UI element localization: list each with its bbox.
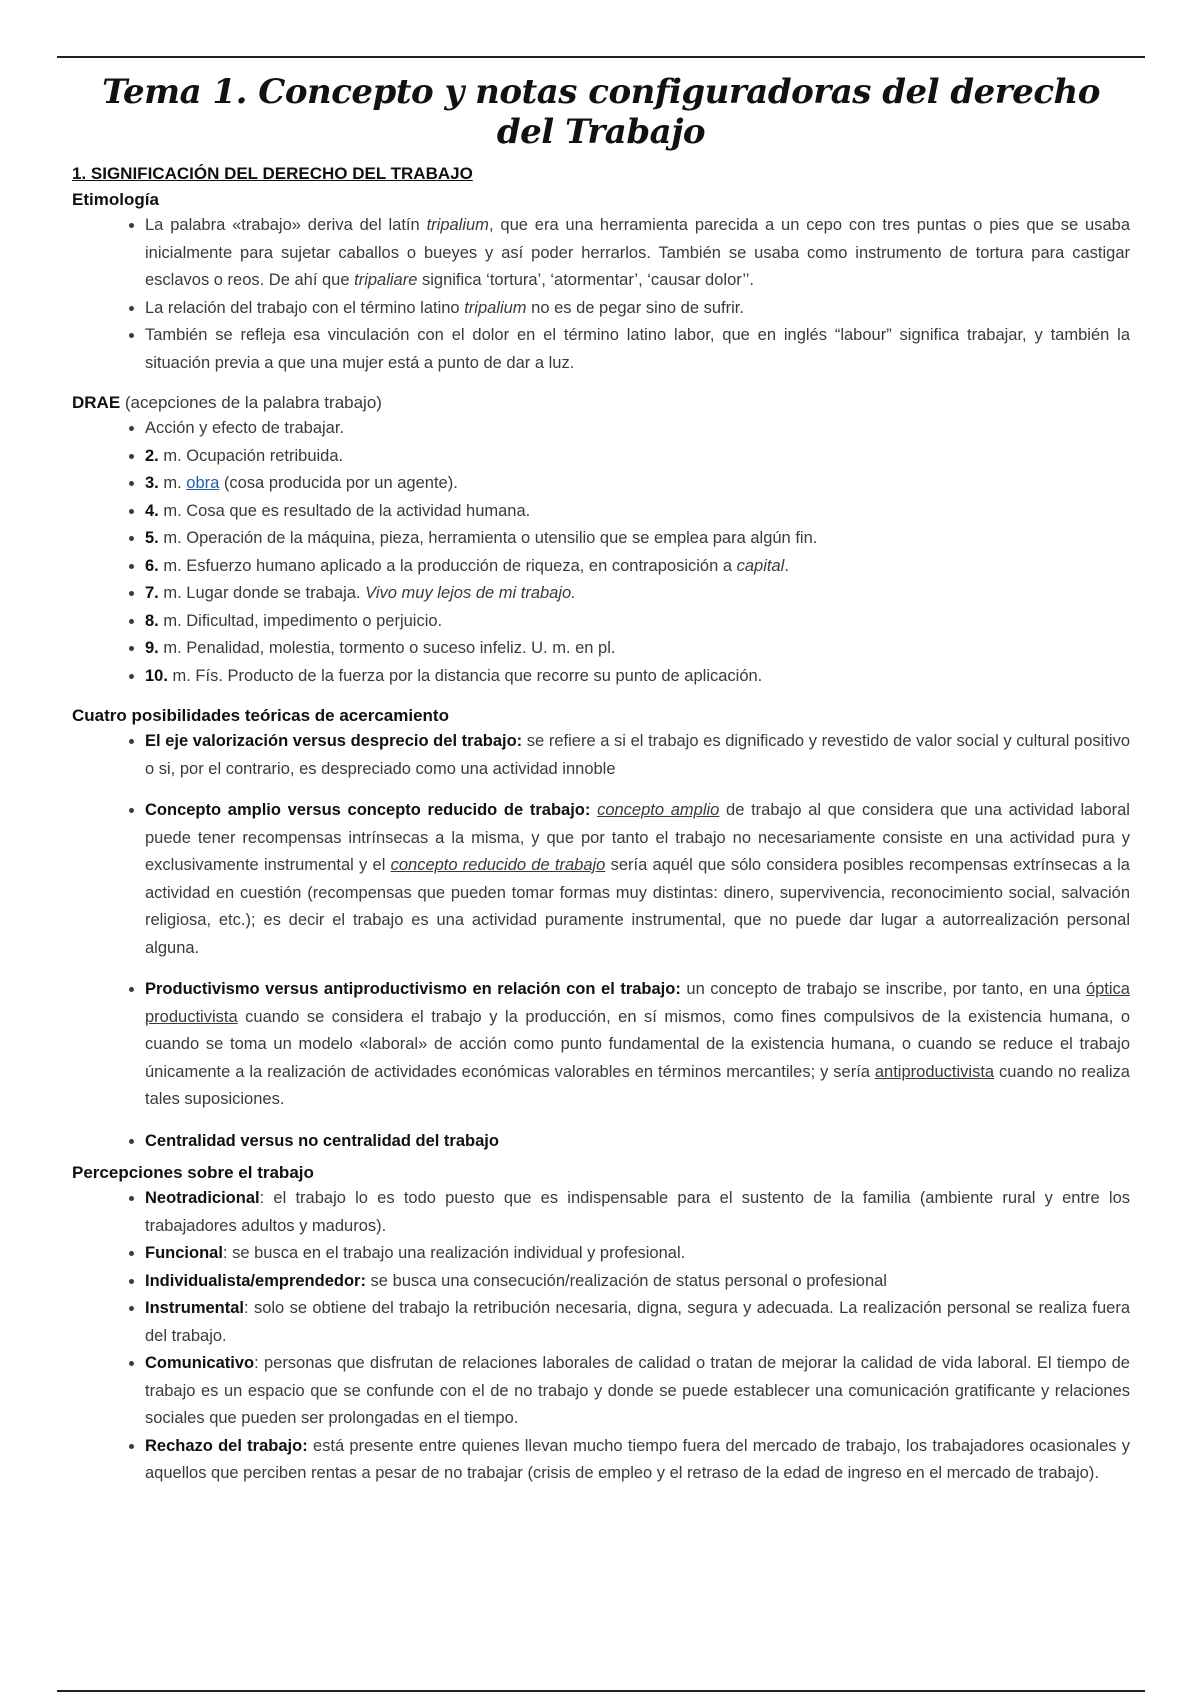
list-item: • Centralidad versus no centralidad del trabajo (145, 1128, 1130, 1156)
percepciones-list (72, 1185, 1130, 1488)
etimologia-list (72, 212, 1130, 377)
list-item: • 5. m. Operación de la máquina, pieza, herramienta o utensilio que se emplea para algún fin. (145, 525, 1130, 553)
list-item: • 3. m. obra (cosa producida por un agente). (145, 470, 1130, 498)
document-body (72, 60, 1130, 1488)
list-item: • Productivismo versus antiproductivismo en relación con el trabajo: un concepto de trabajo se inscribe, por tanto, en una óptica productivista cuando se considera el trabajo y la producción, en sí mismos, como fines compulsivos de la existencia humana, o cuando se toma un modelo «laboral» de acción como punto fundamental de la existencia humana, o cuando se reduce el trabajo únicamente a la realización de actividades económicas valorables en términos mercantiles; y sería antiproductivista cuando no realiza tales suposiciones. (145, 976, 1130, 1114)
top-rule (57, 56, 1145, 58)
section-heading: 1. SIGNIFICACIÓN DEL DERECHO DEL TRABAJO (72, 164, 473, 183)
percepciones-heading: Percepciones sobre el trabajo (72, 1163, 314, 1182)
obra-link[interactable]: obra (186, 474, 220, 492)
list-item: • 2. m. Ocupación retribuida. (145, 443, 1130, 471)
list-item: • Concepto amplio versus concepto reducido de trabajo: concepto amplio de trabajo al que considera que una actividad laboral puede tener recompensas intrínsecas a la misma, y que por tanto el trabajo no necesariamente consiste en una actividad pura y exclusivamente instrumental y el concepto reducido de trabajo sería aquél que sólo considera posibles recompensas extrínsecas a la actividad en cuestión (recompensas que pueden tomar formas muy distintas: dinero, supervivencia, reconocimiento social, salvación religiosa, etc.); es decir el trabajo es una actividad puramente instrumental, que no puede dar lugar a autorrealización personal alguna. (145, 797, 1130, 962)
cuatro-list (72, 728, 1130, 1155)
list-item: • Individualista/emprendedor: se busca una consecución/realización de status personal o profesional (145, 1268, 1130, 1296)
list-item: • Acción y efecto de trabajar. (145, 415, 1130, 443)
list-item: • Funcional: se busca en el trabajo una realización individual y profesional. (145, 1240, 1130, 1268)
bottom-rule (57, 1690, 1145, 1692)
list-item: • Instrumental: solo se obtiene del trabajo la retribución necesaria, digna, segura y adecuada. La realización personal se realiza fuera del trabajo. (145, 1295, 1130, 1350)
list-item: • 10. m. Fís. Producto de la fuerza por la distancia que recorre su punto de aplicación. (145, 663, 1130, 691)
list-item: • 9. m. Penalidad, molestia, tormento o suceso infeliz. U. m. en pl. (145, 635, 1130, 663)
list-item: • Neotradicional: el trabajo lo es todo puesto que es indispensable para el sustento de la familia (ambiente rural y entre los trabajadores adultos y maduros). (145, 1185, 1130, 1240)
list-item: • 7. m. Lugar donde se trabaja. Vivo muy lejos de mi trabajo. (145, 580, 1130, 608)
etimologia-heading: Etimología (72, 190, 159, 209)
cuatro-heading: Cuatro posibilidades teóricas de acercamiento (72, 706, 449, 725)
list-item: • El eje valorización versus desprecio del trabajo: se refiere a si el trabajo es dignificado y revestido de valor social y cultural positivo o si, por el contrario, es despreciado como una actividad innoble (145, 728, 1130, 783)
drae-heading: DRAE (acepciones de la palabra trabajo) (72, 393, 382, 412)
list-item: • También se refleja esa vinculación con el dolor en el término latino labor, que en inglés “labour” significa trabajar, y también la situación previa a que una mujer está a punto de dar a luz. (145, 322, 1130, 377)
list-item: • 6. m. Esfuerzo humano aplicado a la producción de riqueza, en contraposición a capital. (145, 553, 1130, 581)
list-item: • Rechazo del trabajo: está presente entre quienes llevan mucho tiempo fuera del mercado de trabajo, los trabajadores ocasionales y aquellos que perciben rentas a pesar de no trabajar (crisis de empleo y el retraso de la edad de ingreso en el mercado de trabajo). (145, 1433, 1130, 1488)
list-item: • 4. m. Cosa que es resultado de la actividad humana. (145, 498, 1130, 526)
drae-list (72, 415, 1130, 690)
list-item: • 8. m. Dificultad, impedimento o perjuicio. (145, 608, 1130, 636)
list-item: • Comunicativo: personas que disfrutan de relaciones laborales de calidad o tratan de mejorar la calidad de vida laboral. El tiempo de trabajo es un espacio que se confunde con el de no trabajo y donde se puede establecer una comunicación gratificante y relaciones sociales que pueden ser prolongadas en el tiempo. (145, 1350, 1130, 1433)
list-item: • La palabra «trabajo» deriva del latín tripalium, que era una herramienta parecida a un cepo con tres puntas o pies que se usaba inicialmente para sujetar caballos o bueyes y así poder herrarlos. También se usaba como instrumento de tortura para castigar esclavos o reos. De ahí que tripaliare significa ‘tortura’, ‘atormentar’, ‘causar dolor’’. (145, 212, 1130, 295)
page-title: Tema 1. Concepto y notas configuradoras del derecho del Trabajo (102, 72, 1100, 152)
list-item: • La relación del trabajo con el término latino tripalium no es de pegar sino de sufrir. (145, 295, 1130, 323)
